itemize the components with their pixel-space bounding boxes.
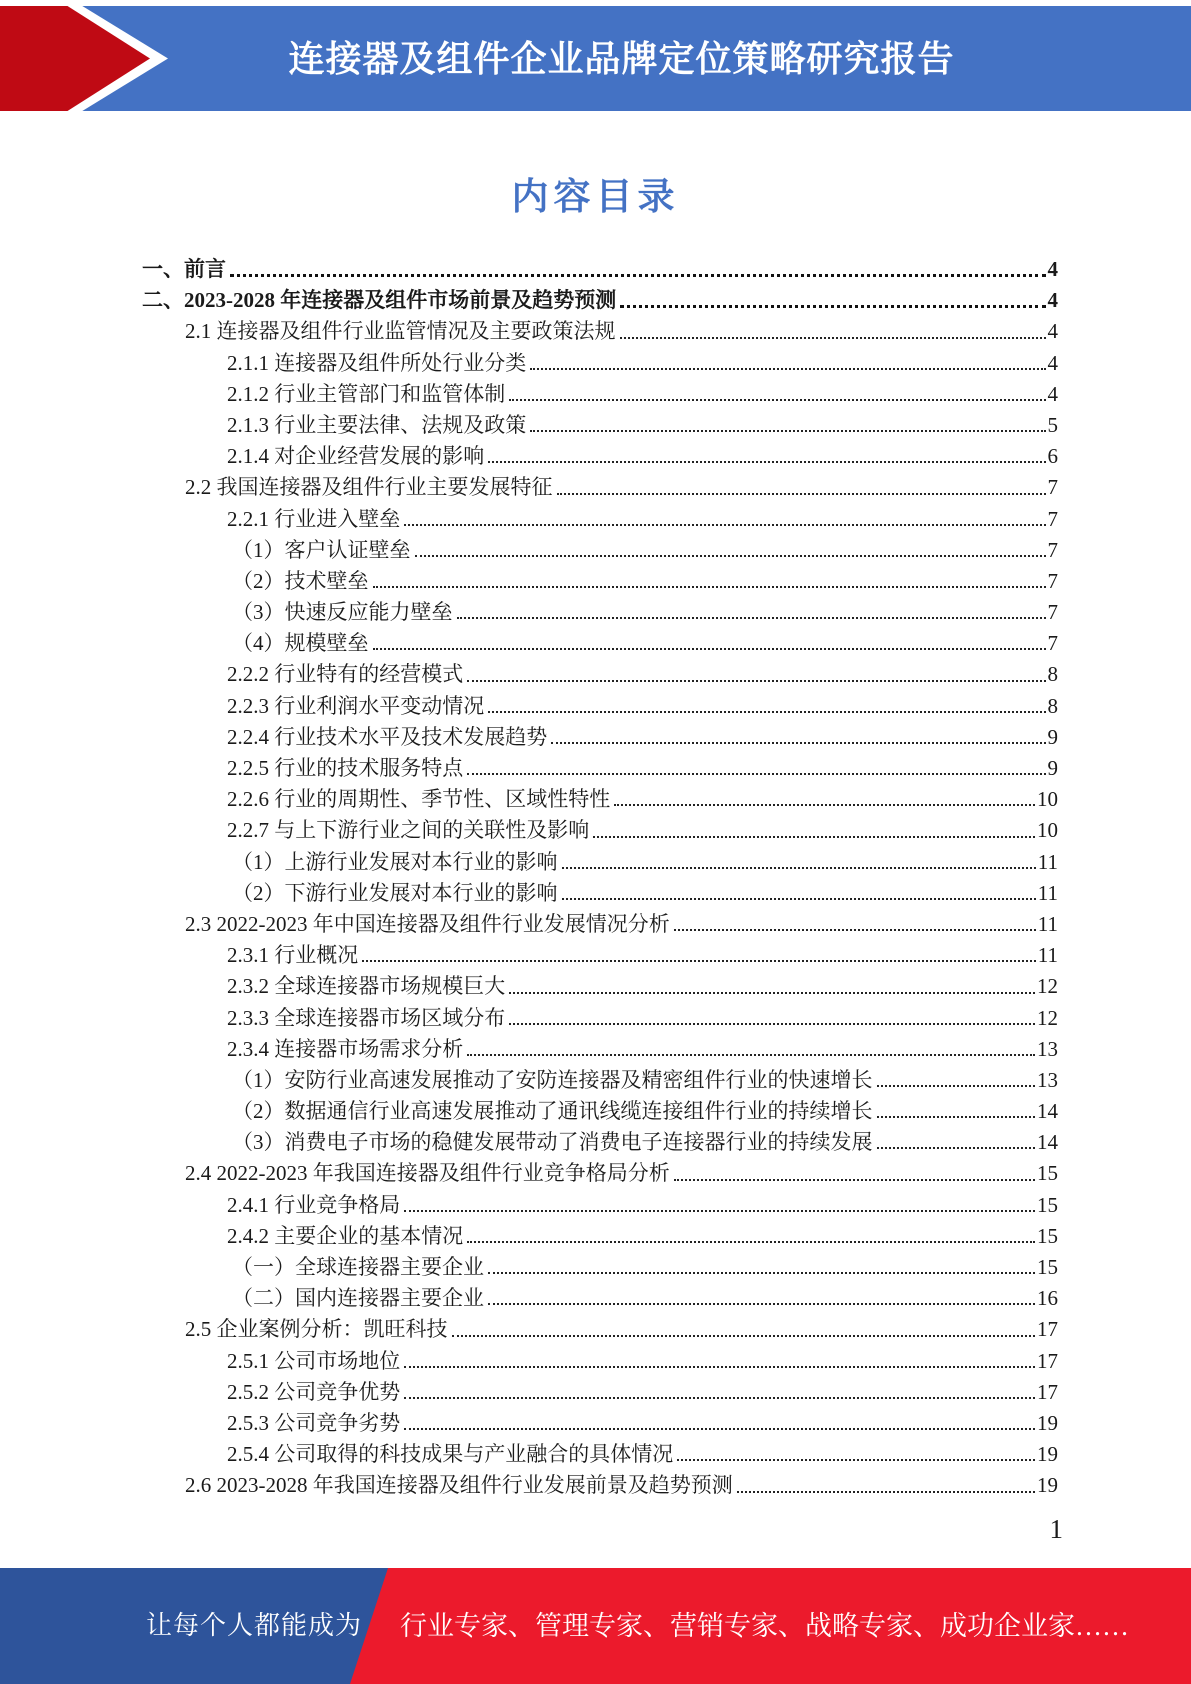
toc-entry-label: 2.1.2 行业主管部门和监管体制 — [227, 381, 506, 406]
toc-entry-page: 4 — [1047, 350, 1058, 375]
toc-entry-page: 17 — [1037, 1379, 1058, 1404]
toc-leader-dots — [488, 461, 1045, 463]
toc-entry-page: 15 — [1037, 1161, 1058, 1186]
toc-leader-dots — [373, 586, 1046, 588]
toc-entry[interactable] — [142, 1408, 1058, 1439]
toc-entry-label: （1）客户认证壁垒 — [232, 537, 411, 562]
toc-leader-dots — [488, 1272, 1035, 1274]
toc-leader-dots — [877, 1085, 1036, 1087]
toc-entry-page: 7 — [1047, 475, 1058, 500]
toc-entry-page: 11 — [1037, 943, 1058, 968]
toc-entry-label: 2.3.2 全球连接器市场规模巨大 — [227, 974, 506, 999]
toc-entry[interactable] — [142, 1003, 1058, 1034]
toc-entry-page: 11 — [1037, 849, 1058, 874]
toc-entry-label: （二）国内连接器主要企业 — [232, 1286, 484, 1311]
toc-entry-label: 2.3.3 全球连接器市场区域分布 — [227, 1005, 506, 1030]
toc-entry[interactable] — [142, 971, 1058, 1002]
toc-entry-page: 7 — [1047, 506, 1058, 531]
toc-leader-dots — [614, 804, 1035, 806]
toc-entry[interactable] — [142, 1346, 1058, 1377]
toc-entry-label: 2.2.6 行业的周期性、季节性、区域性特性 — [227, 787, 611, 812]
toc-entry-page: 15 — [1037, 1255, 1058, 1279]
toc-entry-page: 7 — [1047, 568, 1058, 593]
toc-entry-page: 13 — [1037, 1067, 1058, 1092]
toc-entry[interactable] — [142, 659, 1058, 690]
footer-slogan-left: 让每个人都能成为 — [146, 1611, 363, 1640]
toc-entry-label: （3）消费电子市场的稳健发展带动了消费电子连接器行业的持续发展 — [232, 1130, 873, 1155]
header-banner — [0, 6, 1191, 111]
toc-entry-label: 2.3.1 行业概况 — [227, 943, 359, 968]
toc-entry-label: 2.5.3 公司竞争劣势 — [227, 1410, 401, 1435]
toc-leader-dots — [467, 680, 1045, 682]
toc-entry-label: （3）快速反应能力壁垒 — [232, 600, 453, 625]
toc-entry[interactable] — [142, 1221, 1058, 1252]
toc-entry-label: 2.2 我国连接器及组件行业主要发展特征 — [185, 475, 553, 500]
toc-leader-dots — [877, 1147, 1036, 1149]
toc-entry-label: 2.2.1 行业进入壁垒 — [227, 506, 401, 531]
toc-entry-label: 2.1.4 对企业经营发展的影响 — [227, 444, 485, 469]
toc-leader-dots — [415, 555, 1046, 557]
toc-leader-dots — [404, 1366, 1035, 1368]
toc-leader-dots — [562, 867, 1036, 869]
toc-leader-dots — [509, 399, 1045, 401]
toc-entry-label: 2.4.2 主要企业的基本情况 — [227, 1223, 464, 1248]
toc-entry-page: 8 — [1047, 693, 1058, 718]
toc-leader-dots — [593, 836, 1035, 838]
toc-entry-label: 2.2.5 行业的技术服务特点 — [227, 756, 464, 780]
toc-leader-dots — [530, 430, 1045, 432]
page-number: 1 — [1049, 1514, 1063, 1544]
toc-entry-page: 4 — [1047, 257, 1058, 281]
toc-entry[interactable] — [142, 847, 1058, 878]
toc-entry-page: 19 — [1037, 1410, 1058, 1435]
toc-entry-page: 11 — [1037, 911, 1058, 936]
toc-entry[interactable] — [142, 441, 1058, 472]
toc-entry[interactable] — [142, 753, 1058, 784]
toc-entry-label: 2.5.2 公司竞争优势 — [227, 1379, 401, 1404]
footer-slogan-right: 行业专家、管理专家、营销专家、战略专家、成功企业家…… — [400, 1611, 1129, 1641]
footer-banner — [0, 1568, 1191, 1684]
toc-entry-label: （2）下游行业发展对本行业的影响 — [232, 880, 558, 905]
toc-entry-label: 2.6 2023-2028 年我国连接器及组件行业发展前景及趋势预测 — [185, 1473, 733, 1498]
toc-entry[interactable] — [142, 691, 1058, 722]
toc-entry[interactable] — [142, 1470, 1058, 1501]
toc-leader-dots — [457, 617, 1046, 619]
toc-entry[interactable] — [142, 722, 1058, 753]
toc-entry-page: 8 — [1047, 662, 1058, 687]
toc-entry-page: 7 — [1047, 631, 1058, 656]
toc-entry-page: 11 — [1037, 880, 1058, 905]
toc-entry-page: 5 — [1047, 412, 1058, 437]
toc-entry-label: 2.1.1 连接器及组件所处行业分类 — [227, 350, 527, 375]
toc-entry[interactable] — [142, 566, 1058, 597]
toc-list — [142, 254, 1058, 1502]
toc-leader-dots — [530, 368, 1045, 370]
toc-leader-dots — [404, 1210, 1035, 1212]
toc-entry-label: 2.2.3 行业利润水平变动情况 — [227, 693, 485, 718]
toc-entry-page: 4 — [1047, 288, 1058, 313]
toc-entry-label: 2.1.3 行业主要法律、法规及政策 — [227, 412, 527, 437]
toc-entry[interactable] — [142, 1065, 1058, 1096]
toc-entry[interactable] — [142, 628, 1058, 659]
toc-leader-dots — [677, 1459, 1035, 1461]
toc-leader-dots — [557, 493, 1046, 495]
toc-entry-label: 2.1 连接器及组件行业监管情况及主要政策法规 — [185, 319, 616, 344]
toc-entry-label: （1）上游行业发展对本行业的影响 — [232, 849, 558, 874]
toc-entry-page: 14 — [1037, 1130, 1058, 1155]
toc-entry[interactable] — [142, 1158, 1058, 1189]
toc-entry-label: 2.2.2 行业特有的经营模式 — [227, 662, 464, 687]
toc-entry[interactable] — [142, 878, 1058, 909]
toc-entry[interactable] — [142, 815, 1058, 846]
toc-leader-dots — [488, 1303, 1035, 1305]
toc-leader-dots — [467, 1054, 1035, 1056]
toc-entry-page: 16 — [1037, 1286, 1058, 1311]
toc-entry-label: 一、前言 — [142, 257, 226, 281]
toc-entry-page: 12 — [1037, 1005, 1058, 1030]
toc-leader-dots — [877, 1116, 1036, 1118]
toc-entry[interactable] — [142, 1190, 1058, 1221]
toc-entry-label: （1）安防行业高速发展推动了安防连接器及精密组件行业的快速增长 — [232, 1067, 873, 1092]
toc-entry-label: 2.3 2022-2023 年中国连接器及组件行业发展情况分析 — [185, 911, 670, 936]
toc-entry-page: 7 — [1047, 600, 1058, 625]
toc-leader-dots — [362, 960, 1036, 962]
toc-entry-page: 12 — [1037, 974, 1058, 999]
toc-leader-dots — [674, 1179, 1035, 1181]
toc-entry-page: 4 — [1047, 381, 1058, 406]
toc-leader-dots — [551, 742, 1045, 744]
toc-entry[interactable] — [142, 1127, 1058, 1158]
toc-entry-page: 15 — [1037, 1192, 1058, 1217]
toc-entry-page: 17 — [1037, 1348, 1058, 1373]
toc-entry-page: 9 — [1047, 756, 1058, 780]
toc-entry-label: 2.5.1 公司市场地位 — [227, 1348, 401, 1373]
toc-leader-dots — [404, 1397, 1035, 1399]
toc-entry[interactable] — [142, 285, 1058, 316]
toc-entry[interactable] — [142, 379, 1058, 410]
toc-entry[interactable] — [142, 348, 1058, 379]
toc-entry-page: 17 — [1037, 1317, 1058, 1342]
toc-entry-page: 6 — [1047, 444, 1058, 469]
toc-entry-label: （2）数据通信行业高速发展推动了通讯线缆连接组件行业的持续增长 — [232, 1099, 873, 1124]
report-title: 连接器及组件企业品牌定位策略研究报告 — [288, 38, 955, 79]
toc-entry-label: （2）技术壁垒 — [232, 568, 369, 593]
toc-entry[interactable] — [142, 784, 1058, 815]
toc-leader-dots — [509, 992, 1035, 994]
toc-entry-page: 15 — [1037, 1223, 1058, 1248]
toc-leader-dots — [737, 1491, 1035, 1493]
toc-entry-page: 7 — [1047, 537, 1058, 562]
toc-entry-label: （一）全球连接器主要企业 — [232, 1255, 484, 1279]
toc-leader-dots — [452, 1335, 1036, 1337]
toc-entry-label: 2.5.4 公司取得的科技成果与产业融合的具体情况 — [227, 1442, 674, 1467]
toc-heading: 内容目录 — [511, 177, 680, 218]
toc-entry-page: 10 — [1037, 818, 1058, 843]
toc-entry[interactable] — [142, 1283, 1058, 1314]
toc-entry-label: 2.4 2022-2023 年我国连接器及组件行业竞争格局分析 — [185, 1161, 670, 1186]
toc-entry[interactable] — [142, 1439, 1058, 1470]
toc-leader-dots — [230, 274, 1046, 277]
toc-entry[interactable] — [142, 597, 1058, 628]
toc-entry[interactable] — [142, 1314, 1058, 1345]
toc-leader-dots — [404, 524, 1045, 526]
toc-entry[interactable] — [142, 410, 1058, 441]
toc-entry[interactable] — [142, 535, 1058, 566]
toc-leader-dots — [373, 648, 1046, 650]
toc-leader-dots — [509, 1023, 1035, 1025]
toc-entry-page: 9 — [1047, 724, 1058, 749]
toc-entry-page: 10 — [1037, 787, 1058, 812]
toc-leader-dots — [488, 711, 1045, 713]
toc-entry[interactable] — [142, 472, 1058, 503]
toc-entry-label: 2.3.4 连接器市场需求分析 — [227, 1036, 464, 1061]
toc-entry-page: 13 — [1037, 1036, 1058, 1061]
toc-entry[interactable] — [142, 1034, 1058, 1065]
toc-entry[interactable] — [142, 254, 1058, 285]
toc-entry-page: 19 — [1037, 1473, 1058, 1498]
toc-leader-dots — [562, 898, 1036, 900]
toc-entry[interactable] — [142, 940, 1058, 971]
toc-entry-label: 2.2.7 与上下游行业之间的关联性及影响 — [227, 818, 590, 843]
toc-entry-page: 14 — [1037, 1099, 1058, 1124]
toc-entry-page: 4 — [1047, 319, 1058, 344]
toc-entry[interactable] — [142, 909, 1058, 940]
toc-entry-label: 2.4.1 行业竞争格局 — [227, 1192, 401, 1217]
toc-leader-dots — [674, 929, 1036, 931]
toc-entry-label: （4）规模壁垒 — [232, 631, 369, 656]
toc-entry[interactable] — [142, 504, 1058, 535]
toc-entry[interactable] — [142, 1377, 1058, 1408]
toc-entry-label: 2.2.4 行业技术水平及技术发展趋势 — [227, 724, 548, 749]
toc-entry-label: 2.5 企业案例分析：凯旺科技 — [185, 1317, 448, 1342]
toc-entry[interactable] — [142, 1096, 1058, 1127]
toc-leader-dots — [404, 1428, 1035, 1430]
toc-leader-dots — [467, 1241, 1035, 1243]
toc-entry-label: 二、2023-2028 年连接器及组件市场前景及趋势预测 — [142, 288, 617, 313]
toc-entry[interactable] — [142, 316, 1058, 347]
toc-leader-dots — [620, 305, 1045, 308]
toc-entry[interactable] — [142, 1252, 1058, 1283]
toc-entry-page: 19 — [1037, 1442, 1058, 1467]
toc-leader-dots — [620, 337, 1046, 339]
toc-leader-dots — [467, 773, 1045, 775]
